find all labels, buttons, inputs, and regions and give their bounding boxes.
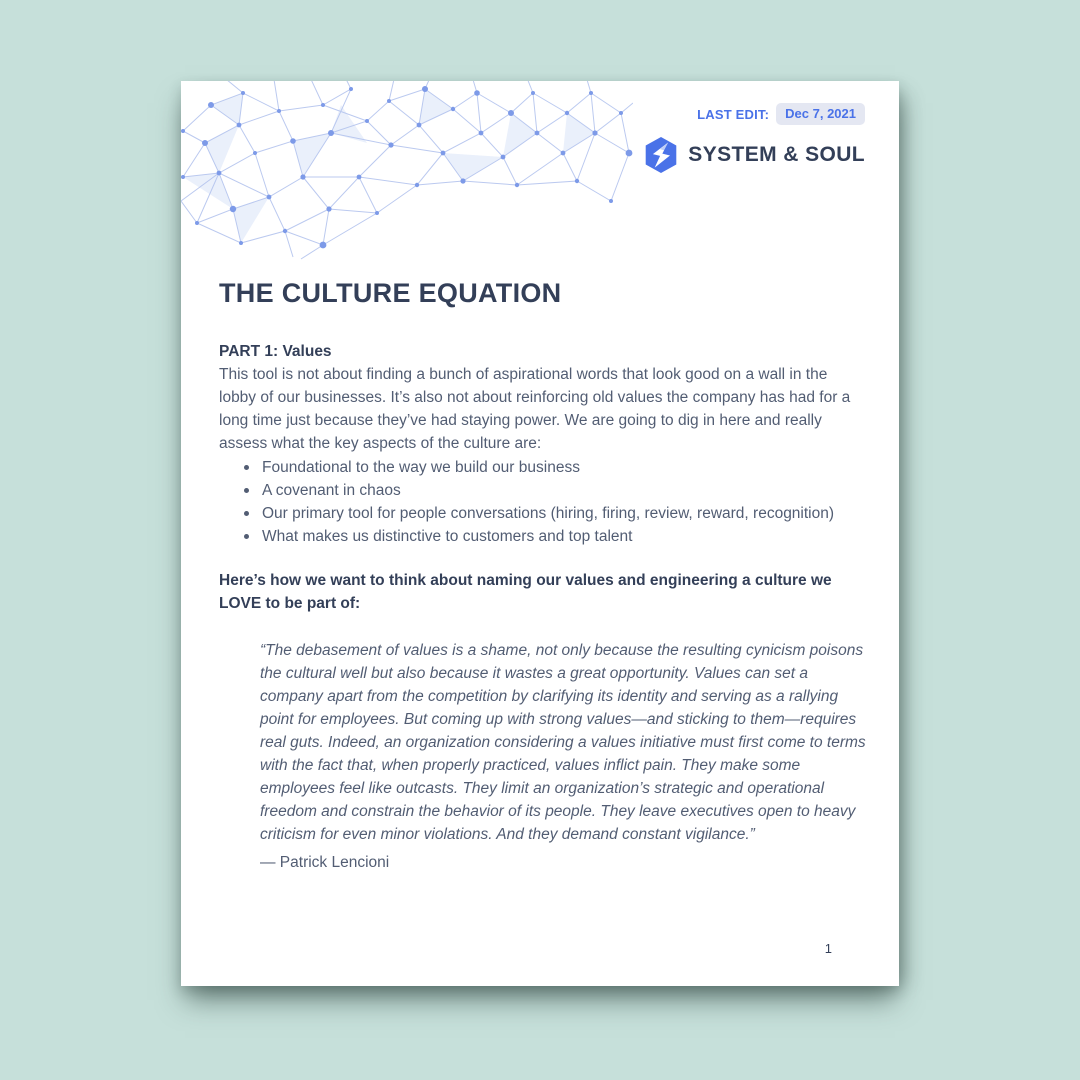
last-edit-label: LAST EDIT: [697,106,770,122]
lead-in-paragraph: Here’s how we want to think about naming our values and engineering a culture we LOVE to be part of: [219,572,832,612]
page-number: 1 [824,941,832,956]
quote-attribution: — Patrick Lencioni [260,854,390,871]
list-item: Foundational to the way we build our business [219,456,866,479]
culture-aspects-list [219,456,866,548]
list-item: What makes us distinctive to customers and top talent [219,525,866,548]
document-page [181,81,899,986]
page-title: THE CULTURE EQUATION [219,278,562,308]
part1-heading: PART 1: Values [219,343,332,360]
list-item: A covenant in chaos [219,479,866,502]
intro-paragraph: This tool is not about finding a bunch of aspirational words that look good on a wall in the lobby of our businesses. It’s also not about reinforcing old values the company has had for a long time just because they’ve had staying power. We are going to dig in here and really assess what the key aspects of the culture are: [219,366,851,452]
last-edit-date-badge: Dec 7, 2021 [776,103,865,125]
list-item: Our primary tool for people conversations (hiring, firing, review, reward, recognition) [219,502,866,525]
brand-name: SYSTEM & SOUL [688,143,865,166]
lencioni-quote: “The debasement of values is a shame, not only because the resulting cynicism poisons the cultural well but also because it wastes a great opportunity. Values can set a company apart from the competition by clarifying its identity and serving as a rallying point for employees. But coming up with strong values—and sticking to them—requires real guts. Indeed, an organization considering a values initiative must first come to terms with the fact that, when properly practiced, values inflict pain. They make some employees feel like outcasts. They limit an organization’s strategic and operational freedom and constrain the behavior of its people. They leave executives open to heavy criticism for even minor violations. And they demand constant vigilance.” [260,642,866,843]
document-content [219,81,866,986]
